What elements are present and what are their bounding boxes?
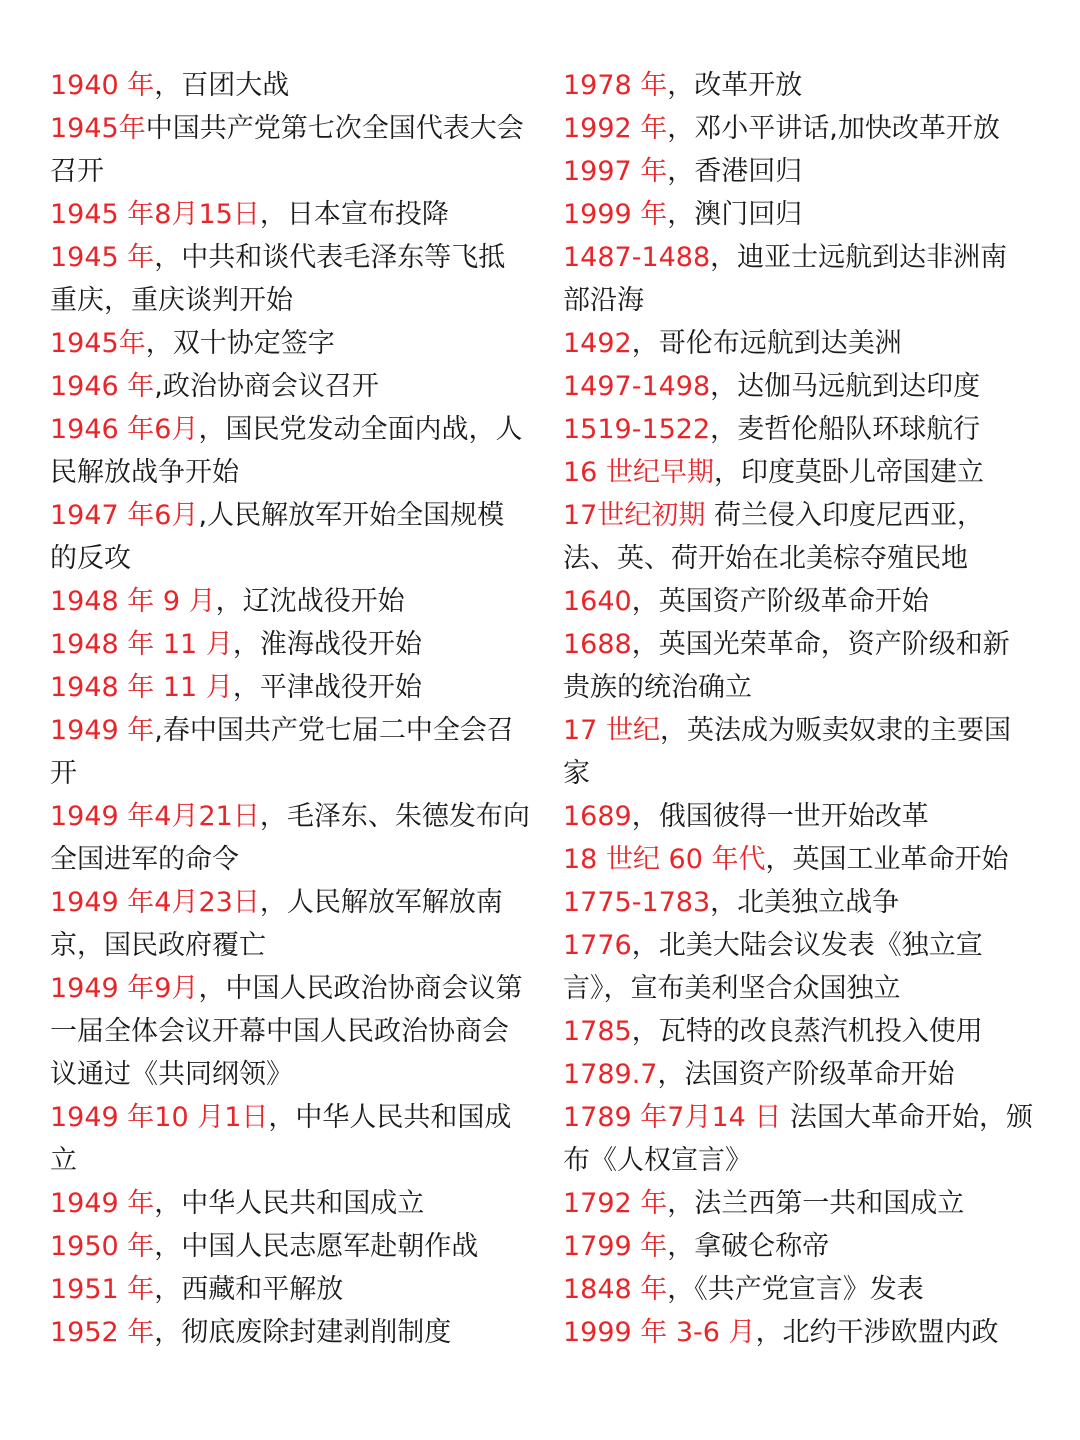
timeline-entry (50, 1311, 530, 1354)
entry-text: ，西藏和平解放 (154, 1274, 344, 1305)
timeline-entry (50, 408, 530, 494)
entry-date: 1789.7 (563, 1059, 658, 1090)
timeline-entry (563, 193, 1033, 236)
entry-text: ，英法成为贩卖奴隶的主要国家 (563, 715, 1011, 789)
entry-text: ，北约干涉欧盟内政 (755, 1317, 999, 1348)
entry-date: 1949 年 (50, 1188, 155, 1219)
timeline-entry (50, 967, 530, 1096)
entry-text: ，毛泽东、朱德发布向全国进军的命令 (50, 801, 530, 875)
timeline-entry (563, 795, 1033, 838)
entry-text: ，拿破仑称帝 (667, 1231, 830, 1262)
timeline-entry (50, 709, 530, 795)
timeline-entry (50, 64, 530, 107)
entry-text: ，双十协定签字 (145, 328, 335, 359)
entry-text: ，英国工业革命开始 (765, 844, 1009, 875)
timeline-entry (563, 451, 1033, 494)
right-timeline-column (563, 64, 1033, 1354)
timeline-entry (50, 107, 530, 193)
entry-date: 1949 年 (50, 715, 155, 746)
entry-date: 1950 年 (50, 1231, 155, 1262)
entry-text: ，英国资产阶级革命开始 (631, 586, 929, 617)
entry-text: ，日本宣布投降 (259, 199, 449, 230)
entry-text: ，澳门回归 (667, 199, 803, 230)
timeline-entry (563, 365, 1033, 408)
entry-date: 1948 年 9 月 (50, 586, 216, 617)
timeline-entry (563, 64, 1033, 107)
entry-date: 1949 年4月23日 (50, 887, 260, 918)
timeline-entry (50, 1268, 530, 1311)
entry-text: ，法国资产阶级革命开始 (657, 1059, 955, 1090)
timeline-entry (563, 709, 1033, 795)
entry-text: ，迪亚士远航到达非洲南部沿海 (563, 242, 1008, 316)
timeline-entry (50, 666, 530, 709)
entry-text: ，达伽马远航到达印度 (710, 371, 981, 402)
entry-date: 1497-1498 (563, 371, 711, 402)
entry-text: ，麦哲伦船队环球航行 (710, 414, 981, 445)
entry-text: ，人民解放军解放南京，国民政府覆亡 (50, 887, 503, 961)
timeline-entry (50, 236, 530, 322)
entry-date: 1946 年 (50, 371, 155, 402)
entry-text: ，法兰西第一共和国成立 (667, 1188, 965, 1219)
entry-date: 17 世纪 (563, 715, 660, 746)
entry-date: 1789 年7月14 日 (563, 1102, 782, 1133)
timeline-entry (563, 1053, 1033, 1096)
entry-date: 1688 (563, 629, 632, 660)
entry-text: ，百团大战 (154, 70, 290, 101)
entry-date: 1949 年10 月1日 (50, 1102, 269, 1133)
entry-text: ，改革开放 (667, 70, 803, 101)
entry-text: ，中共和谈代表毛泽东等飞抵重庆，重庆谈判开始 (50, 242, 506, 316)
timeline-entry (563, 150, 1033, 193)
timeline-entry (50, 322, 530, 365)
entry-date: 1946 年6月 (50, 414, 199, 445)
timeline-entry (50, 795, 530, 881)
entry-text: 荷兰侵入印度尼西亚，法、英、荷开始在北美棕夺殖民地 (563, 500, 984, 574)
entry-date: 1999 年 (563, 199, 668, 230)
timeline-entry (50, 881, 530, 967)
entry-text: ，邓小平讲话,加快改革开放 (667, 113, 1000, 144)
left-timeline-column (50, 64, 530, 1354)
entry-date: 1951 年 (50, 1274, 155, 1305)
entry-date: 17世纪初期 (563, 500, 706, 531)
timeline-entry (563, 1225, 1033, 1268)
entry-date: 1487-1488 (563, 242, 711, 273)
timeline-entry (563, 408, 1033, 451)
timeline-entry (563, 1182, 1033, 1225)
timeline-entry (563, 1311, 1033, 1354)
entry-date: 1997 年 (563, 156, 668, 187)
timeline-entry (50, 1225, 530, 1268)
entry-date: 1945年 (50, 328, 146, 359)
entry-text: ，淮海战役开始 (232, 629, 422, 660)
timeline-entry (563, 580, 1033, 623)
entry-text: ，中国人民志愿军赴朝作战 (154, 1231, 479, 1262)
entry-date: 18 世纪 60 年代 (563, 844, 766, 875)
entry-date: 1640 (563, 586, 632, 617)
timeline-entry (563, 924, 1033, 1010)
timeline-entry (563, 322, 1033, 365)
timeline-entry (563, 623, 1033, 709)
entry-date: 1945年 (50, 113, 146, 144)
entry-date: 1999 年 3-6 月 (563, 1317, 756, 1348)
entry-text: 法国大革命开始，颁布《人权宣言》 (563, 1102, 1034, 1176)
entry-date: 16 世纪早期 (563, 457, 714, 488)
timeline-entry (50, 580, 530, 623)
entry-text: ，彻底废除封建剥削制度 (154, 1317, 452, 1348)
entry-text: ，北美独立战争 (710, 887, 900, 918)
entry-date: 1519-1522 (563, 414, 711, 445)
entry-date: 1947 年6月 (50, 500, 199, 531)
entry-text: ，中华人民共和国成立 (154, 1188, 425, 1219)
entry-text: ，哥伦布远航到达美洲 (631, 328, 902, 359)
entry-text: ，印度莫卧儿帝国建立 (713, 457, 984, 488)
timeline-entry (50, 623, 530, 666)
timeline-entry (563, 236, 1033, 322)
timeline-entry (563, 1010, 1033, 1053)
timeline-entry (563, 838, 1033, 881)
entry-text: ，中华人民共和国成立 (50, 1102, 512, 1176)
entry-date: 1949 年4月21日 (50, 801, 260, 832)
timeline-entry (563, 1268, 1033, 1311)
timeline-entry (50, 1182, 530, 1225)
entry-text: ,政治协商会议召开 (154, 371, 379, 402)
entry-text: ，瓦特的改良蒸汽机投入使用 (631, 1016, 983, 1047)
entry-text: ,人民解放军开始全国规模的反攻 (50, 500, 505, 574)
entry-text: ，英国光荣革命，资产阶级和新贵族的统治确立 (563, 629, 1010, 703)
timeline-entry (563, 881, 1033, 924)
timeline-entry (563, 494, 1033, 580)
entry-date: 1792 年 (563, 1188, 668, 1219)
entry-text: ，辽沈战役开始 (215, 586, 405, 617)
timeline-entry (50, 365, 530, 408)
entry-date: 1949 年9月 (50, 973, 199, 1004)
entry-text: ，香港回归 (667, 156, 803, 187)
timeline-entry (563, 1096, 1033, 1182)
entry-text: ，国民党发动全面内战，人民解放战争开始 (50, 414, 523, 488)
entry-date: 1948 年 11 月 (50, 672, 233, 703)
timeline-entry (50, 1096, 530, 1182)
entry-date: 1940 年 (50, 70, 155, 101)
entry-date: 1948 年 11 月 (50, 629, 233, 660)
entry-date: 1945 年8月15日 (50, 199, 260, 230)
entry-text: ，平津战役开始 (232, 672, 422, 703)
entry-date: 1776 (563, 930, 632, 961)
entry-text: ，《共产党宣言》发表 (667, 1274, 924, 1305)
entry-text: ，俄国彼得一世开始改革 (631, 801, 929, 832)
timeline-entry (50, 494, 530, 580)
entry-text: ,春中国共产党七届二中全会召开 (50, 715, 514, 789)
entry-date: 1992 年 (563, 113, 668, 144)
timeline-entry (563, 107, 1033, 150)
entry-date: 1848 年 (563, 1274, 668, 1305)
entry-date: 1492 (563, 328, 632, 359)
entry-date: 1775-1783 (563, 887, 711, 918)
entry-text: 中国共产党第七次全国代表大会召开 (50, 113, 524, 187)
entry-date: 1689 (563, 801, 632, 832)
timeline-entry (50, 193, 530, 236)
entry-date: 1799 年 (563, 1231, 668, 1262)
entry-date: 1945 年 (50, 242, 155, 273)
entry-date: 1785 (563, 1016, 632, 1047)
entry-text: ，中国人民政治协商会议第一届全体会议开幕中国人民政治协商会议通过《共同纲领》 (50, 973, 523, 1090)
entry-date: 1978 年 (563, 70, 668, 101)
entry-text: ，北美大陆会议发表《独立宣言》，宣布美利坚合众国独立 (563, 930, 983, 1004)
entry-date: 1952 年 (50, 1317, 155, 1348)
